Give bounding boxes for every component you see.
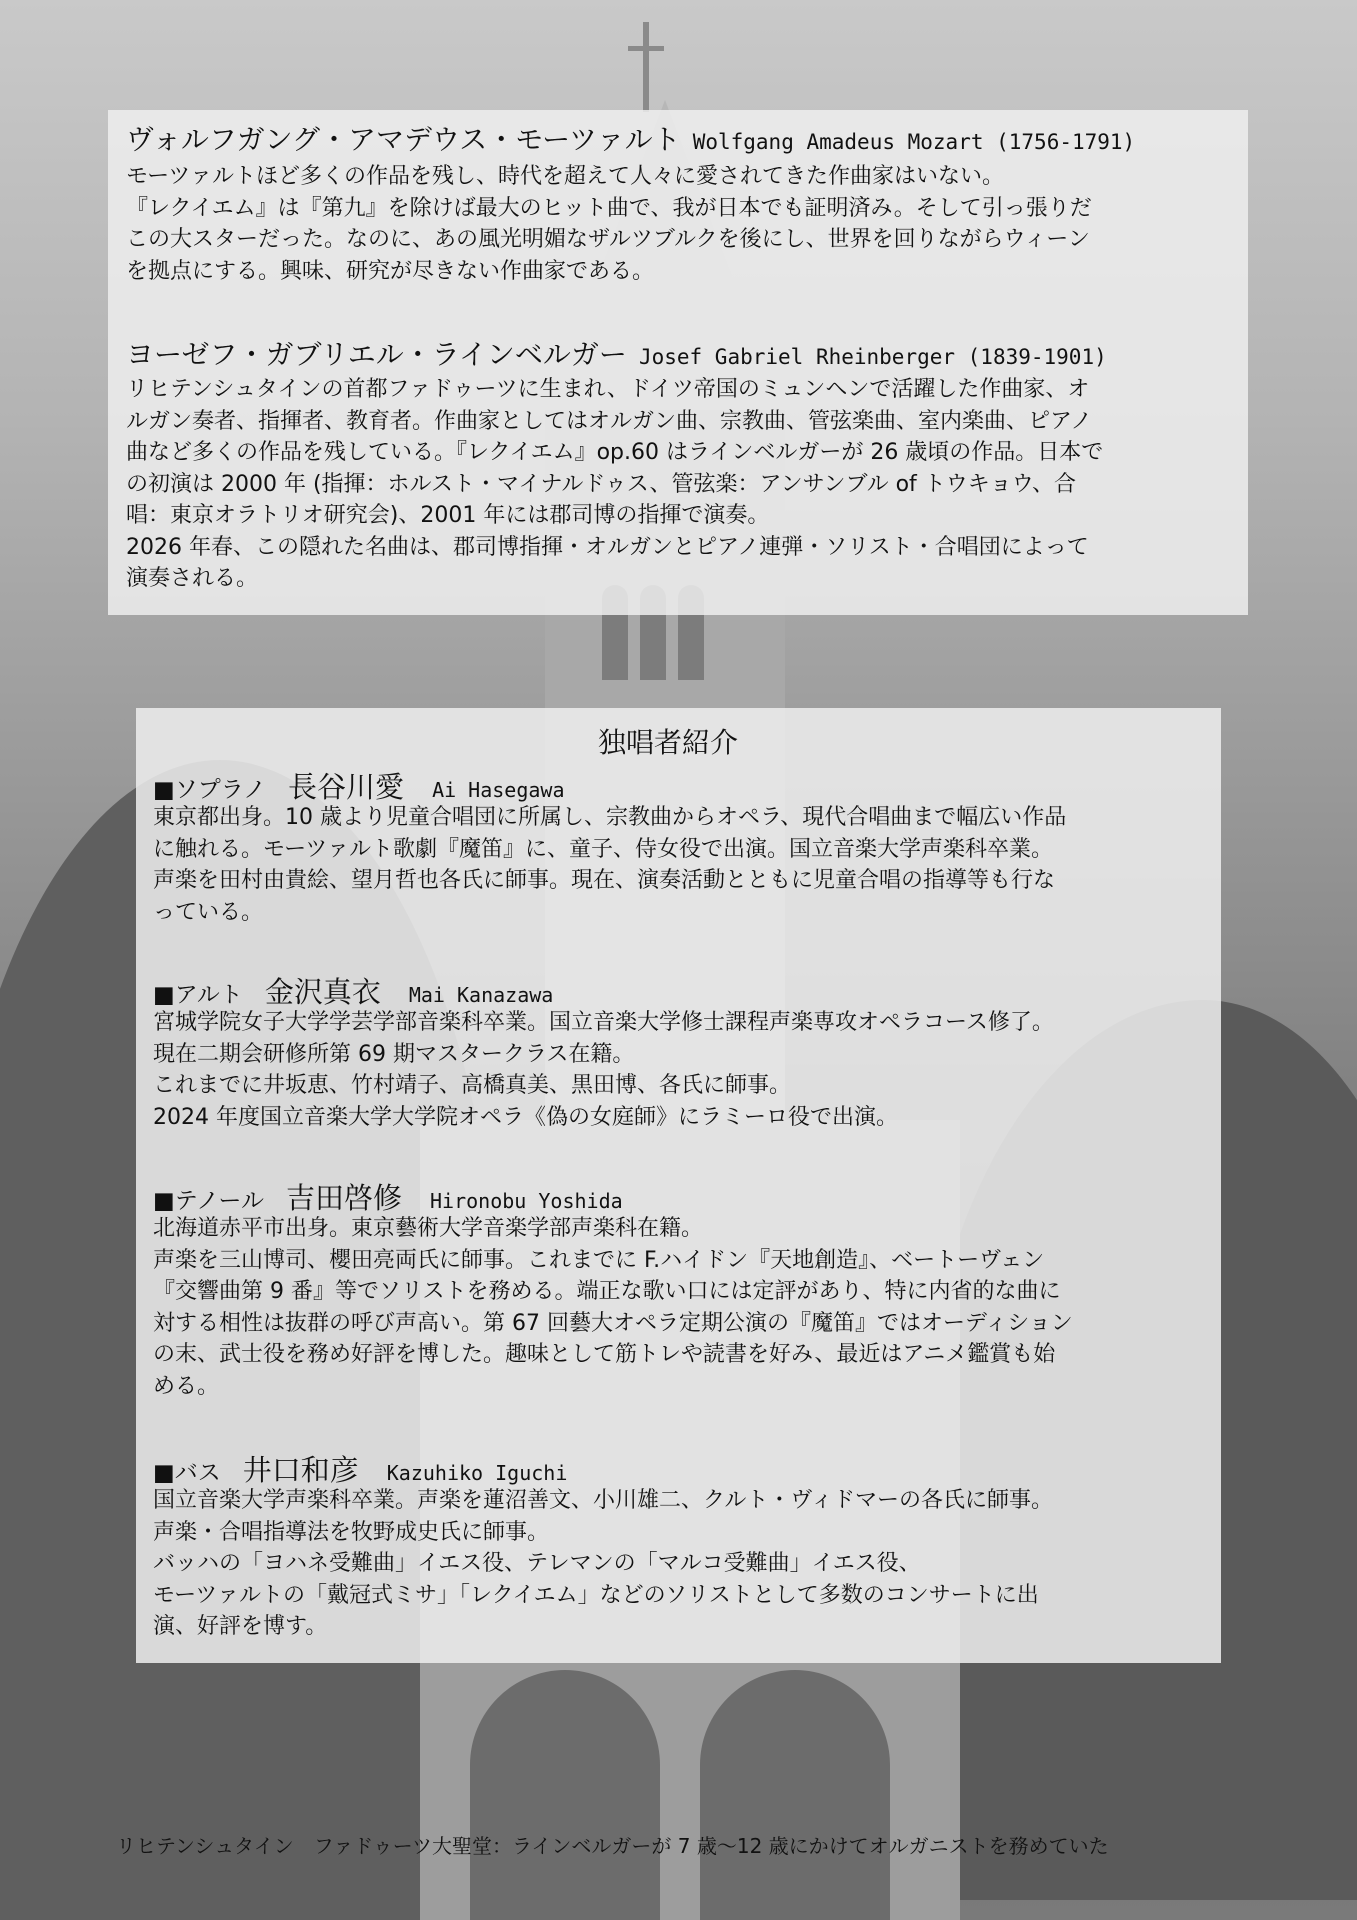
bio-line: 唱：東京オラトリオ研究会)、2001 年には郡司博の指揮で演奏。 <box>126 503 770 528</box>
voice-part-label: ■テノール <box>153 1188 264 1214</box>
voice-part-label: ■ソプラノ <box>153 777 267 803</box>
soloist-name-ja: 金沢真衣 <box>264 975 381 1009</box>
bio-line: モーツァルトの「戴冠式ミサ」「レクイエム」などのソリストとして多数のコンサートに出 <box>153 1582 1039 1608</box>
soloist-heading-alto <box>153 970 553 1011</box>
voice-part-label: ■バス <box>153 1460 221 1486</box>
soloist-bio-soprano <box>153 802 1066 928</box>
composer-name-en: Josef Gabriel Rheinberger (1839-1901) <box>638 345 1107 369</box>
bio-line: 東京都出身。10 歳より児童合唱団に所属し、宗教曲からオペラ、現代合唱曲まで幅広い作品 <box>153 805 1067 830</box>
bio-line: バッハの「ヨハネ受難曲」イエス役、テレマンの「マルコ受難曲」イエス役、 <box>153 1551 921 1576</box>
bio-line: 演奏される。 <box>126 566 259 591</box>
soloist-name-en: Mai Kanazawa <box>408 983 554 1007</box>
composer-heading-rheinberger <box>126 333 1107 373</box>
bio-line: 2024 年度国立音楽大学大学院オペラ《偽の女庭師》にラミーロ役で出演。 <box>153 1104 898 1130</box>
bio-line: モーツァルトほど多くの作品を残し、時代を超えて人々に愛されてきた作曲家はいない。 <box>126 164 1005 189</box>
bio-line: リヒテンシュタインの首都ファドゥーツに生まれ、ドイツ帝国のミュンヘンで活躍した作曲家、オ <box>126 377 1090 402</box>
bio-line: 宮城学院女子大学学芸学部音楽科卒業。国立音楽大学修士課程声楽専攻オペラコース修了。 <box>153 1010 1054 1035</box>
bio-line: を拠点にする。興味、研究が尽きない作曲家である。 <box>126 258 655 284</box>
bio-line: に触れる。モーツァルト歌劇『魔笛』に、童子、侍女役で出演。国立音楽大学声楽科卒業。 <box>153 836 1054 862</box>
soloist-bio-alto <box>153 1007 1054 1133</box>
bio-line: 『交響曲第 9 番』等でソリストを務める。端正な歌い口には定評があり、特に内省的な曲に <box>153 1279 1061 1304</box>
soloist-heading-bass <box>153 1448 567 1489</box>
bio-line: 声楽・合唱指導法を牧野成史氏に師事。 <box>153 1519 550 1545</box>
soloist-name-en: Ai Hasegawa <box>432 778 565 802</box>
bio-line: これまでに井坂恵、竹村靖子、高橋真美、黒田博、各氏に師事。 <box>153 1073 792 1098</box>
soloist-bio-tenor <box>153 1213 1073 1402</box>
bio-line: 曲など多くの作品を残している。『レクイエム』op.60 はラインベルガーが 26 歳頃の作品。日本で <box>126 440 1104 465</box>
bio-line: 国立音楽大学声楽科卒業。声楽を蓮沼善文、小川雄二、クルト・ヴィドマーの各氏に師事。 <box>153 1488 1054 1513</box>
composer-name-ja: ヨーゼフ・ガブリエル・ラインベルガー <box>126 338 627 371</box>
soloist-name-ja: 井口和彦 <box>242 1453 359 1487</box>
bio-line: この大スターだった。なのに、あの風光明媚なザルツブルクを後にし、世界を回りながらウィーン <box>126 227 1090 252</box>
bio-line: 2026 年春、この隠れた名曲は、郡司博指揮・オルガンとピアノ連弾・ソリスト・合唱団によって <box>126 534 1089 560</box>
composer-heading-mozart <box>126 118 1135 158</box>
composer-bio-mozart <box>126 161 1092 287</box>
soloist-bio-bass <box>153 1485 1053 1643</box>
bio-line: 対する相性は抜群の呼び声高い。第 67 回藝大オペラ定期公演の『魔笛』ではオーディション <box>153 1310 1073 1336</box>
bio-line: っている。 <box>153 899 264 925</box>
voice-part-label: ■アルト <box>153 982 243 1008</box>
bio-line: 北海道赤平市出身。東京藝術大学音楽学部声楽科在籍。 <box>153 1216 704 1241</box>
composer-name-en: Wolfgang Amadeus Mozart (1756-1791) <box>692 130 1136 154</box>
bio-line: の末、武士役を務め好評を博した。趣味として筋トレや読書を好み、最近はアニメ鑑賞も始 <box>153 1342 1056 1367</box>
soloist-heading-tenor <box>153 1176 623 1217</box>
bio-line: 声楽を田村由貴絵、望月哲也各氏に師事。現在、演奏活動とともに児童合唱の指導等も行な <box>153 868 1056 893</box>
photo-caption: リヒテンシュタイン ファドゥーツ大聖堂：ラインベルガーが 7 歳～12 歳にかけてオルガニストを務めていた <box>116 1834 1109 1858</box>
bio-line: 演、好評を博す。 <box>153 1614 328 1639</box>
bio-line: 声楽を三山博司、櫻田亮両氏に師事。これまでに F.ハイドン『天地創造』、ベートーヴェン <box>153 1247 1045 1273</box>
soloist-heading-soprano <box>153 765 565 806</box>
bio-line: の初演は 2000 年 (指揮：ホルスト・マイナルドゥス、管弦楽：アンサンブル of トウキョウ、合 <box>126 471 1077 497</box>
soloists-title: 独唱者紹介 <box>598 726 739 759</box>
bio-line: 『レクイエム』は『第九』を除けば最大のヒット曲で、我が日本でも証明済み。そして引っ張りだ <box>126 195 1092 221</box>
soloist-name-en: Hironobu Yoshida <box>430 1189 623 1213</box>
soloist-name-ja: 吉田啓修 <box>285 1181 402 1215</box>
bio-line: める。 <box>153 1373 220 1399</box>
bio-line: 現在二期会研修所第 69 期マスタークラス在籍。 <box>153 1041 635 1067</box>
composer-bio-rheinberger <box>126 374 1103 595</box>
soloist-name-en: Kazuhiko Iguchi <box>386 1461 568 1485</box>
bio-line: ルガン奏者、指揮者、教育者。作曲家としてはオルガン曲、宗教曲、管弦楽曲、室内楽曲、ピアノ <box>126 408 1093 434</box>
soloist-name-ja: 長谷川愛 <box>288 770 405 804</box>
composer-name-ja: ヴォルフガング・アマデウス・モーツァルト <box>126 123 681 156</box>
